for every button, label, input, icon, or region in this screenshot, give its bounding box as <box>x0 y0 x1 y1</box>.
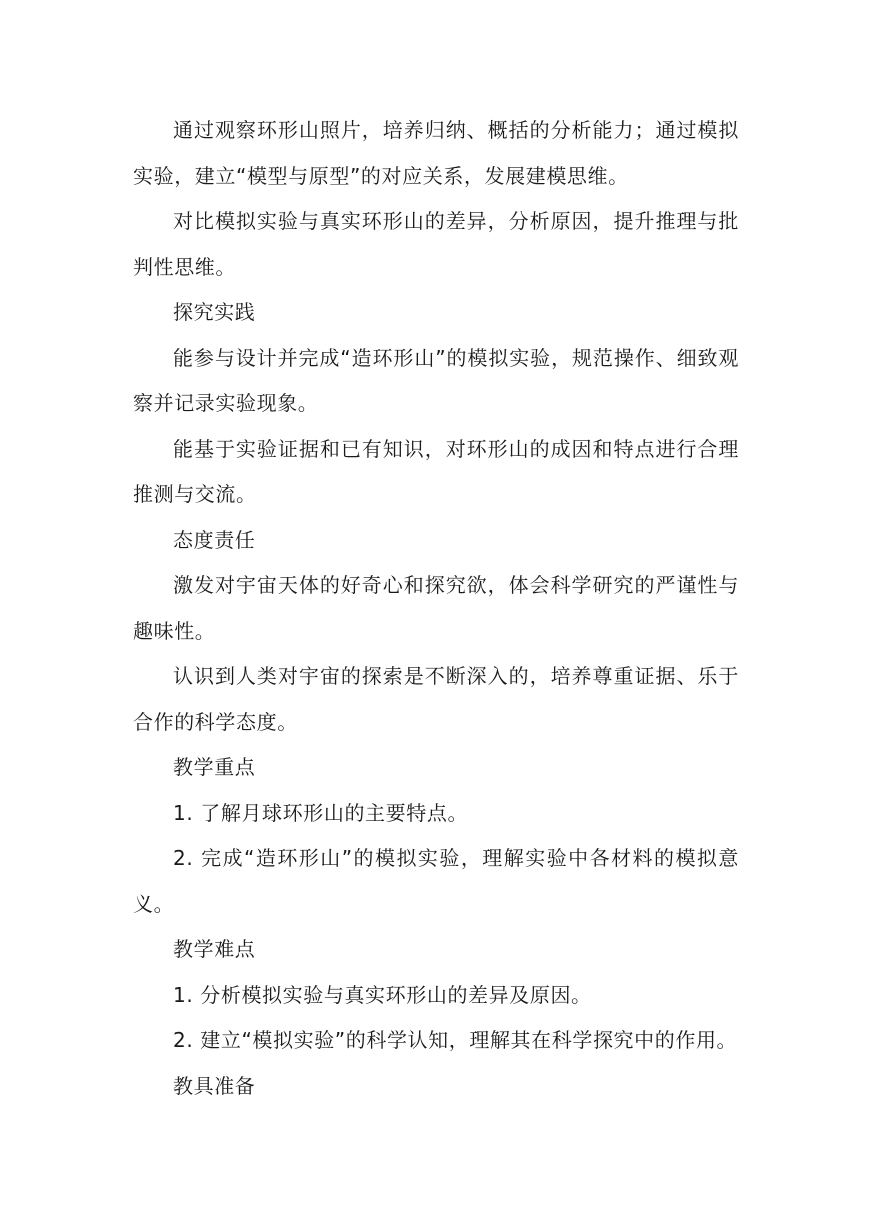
paragraph-attitude-2: 认识到人类对宇宙的探索是不断深入的，培养尊重证据、乐于合作的科学态度。 <box>133 664 739 734</box>
difficulty-item-1: 1. 分析模拟实验与真实环形山的差异及原因。 <box>173 982 592 1007</box>
section-heading-key-points: 教学重点 <box>173 755 256 779</box>
difficulty-item-2: 2. 建立“模拟实验”的科学认知，理解其在科学探究中的作用。 <box>173 1028 738 1052</box>
section-heading-inquiry-practice: 探究实践 <box>173 300 256 324</box>
paragraph-thinking-2: 对比模拟实验与真实环形山的差异，分析原因，提升推理与批判性思维。 <box>133 209 739 279</box>
key-point-item-2: 2. 完成“造环形山”的模拟实验，理解实验中各材料的模拟意义。 <box>133 846 739 916</box>
key-point-item-1: 1. 了解月球环形山的主要特点。 <box>173 800 469 825</box>
paragraph-inquiry-2: 能基于实验证据和已有知识，对环形山的成因和特点进行合理推测与交流。 <box>133 436 739 506</box>
paragraph-thinking-1: 通过观察环形山照片，培养归纳、概括的分析能力；通过模拟实验，建立“模型与原型”的对应关系，发展建模思维。 <box>133 118 739 188</box>
section-heading-attitude: 态度责任 <box>173 527 256 552</box>
paragraph-inquiry-1: 能参与设计并完成“造环形山”的模拟实验，规范操作、细致观察并记录实验现象。 <box>133 345 739 415</box>
section-heading-difficulties: 教学难点 <box>173 937 256 961</box>
paragraph-attitude-1: 激发对宇宙天体的好奇心和探究欲，体会科学研究的严谨性与趣味性。 <box>133 573 739 643</box>
section-heading-teaching-aids: 教具准备 <box>173 1073 256 1098</box>
document-body <box>133 108 739 1109</box>
